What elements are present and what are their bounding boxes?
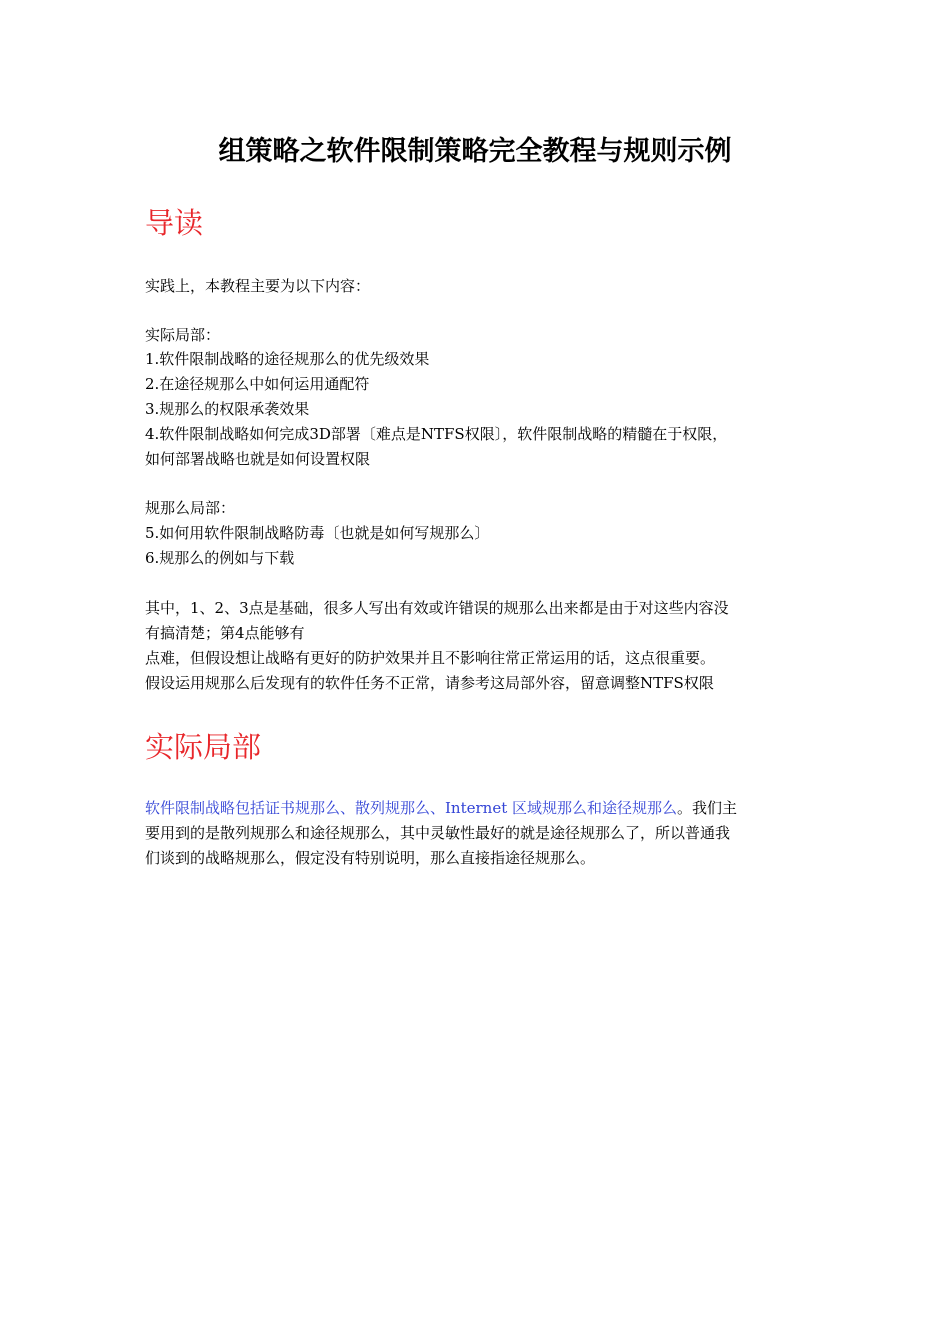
group-label-theory: 实际局部： bbox=[145, 326, 221, 344]
list-item: 2.在途径规那么中如何运用通配符 bbox=[145, 375, 370, 393]
paragraph-line bbox=[145, 796, 810, 820]
list-item: 1.软件限制战略的途径规那么的优先级效果 bbox=[145, 350, 430, 368]
section-heading-intro: 导读 bbox=[145, 206, 204, 240]
section-heading-theory: 实际局部 bbox=[145, 730, 262, 764]
note-line: 有搞清楚；第4点能够有 bbox=[145, 624, 305, 642]
rule-types-link-text: 软件限制战略包括证书规那么、散列规那么、Internet 区域规那么和途径规那么 bbox=[145, 799, 677, 817]
list-item: 5.如何用软件限制战略防毒〔也就是如何写规那么〕 bbox=[145, 524, 490, 542]
list-item: 3.规那么的权限承袭效果 bbox=[145, 400, 310, 418]
group-label-rules: 规那么局部： bbox=[145, 499, 236, 517]
paragraph-continuation: 。我们主 bbox=[677, 799, 738, 817]
paragraph-line: 要用到的是散列规那么和途径规那么，其中灵敏性最好的就是途径规那么了，所以普通我 bbox=[145, 824, 731, 842]
note-line: 假设运用规那么后发现有的软件任务不正常，请参考这局部外容，留意调整NTFS权限 bbox=[145, 674, 714, 692]
list-item-continuation: 如何部署战略也就是如何设置权限 bbox=[145, 450, 371, 468]
note-line: 点难，但假设想让战略有更好的防护效果并且不影响往常正常运用的话，这点很重要。 bbox=[145, 649, 716, 667]
list-item: 4.软件限制战略如何完成3D部署〔难点是NTFS权限〕，软件限制战略的精髓在于权限， bbox=[145, 425, 728, 443]
list-item: 6.规那么的例如与下载 bbox=[145, 549, 295, 567]
paragraph-line: 们谈到的战略规那么，假定没有特别说明，那么直接指途径规那么。 bbox=[145, 849, 596, 867]
document-title: 组策略之软件限制策略完全教程与规则示例 bbox=[218, 136, 732, 167]
intro-text: 实践上，本教程主要为以下内容： bbox=[145, 277, 371, 295]
note-line: 其中，1、2、3点是基础，很多人写出有效或许错误的规那么出来都是由于对这些内容没 bbox=[145, 599, 729, 617]
